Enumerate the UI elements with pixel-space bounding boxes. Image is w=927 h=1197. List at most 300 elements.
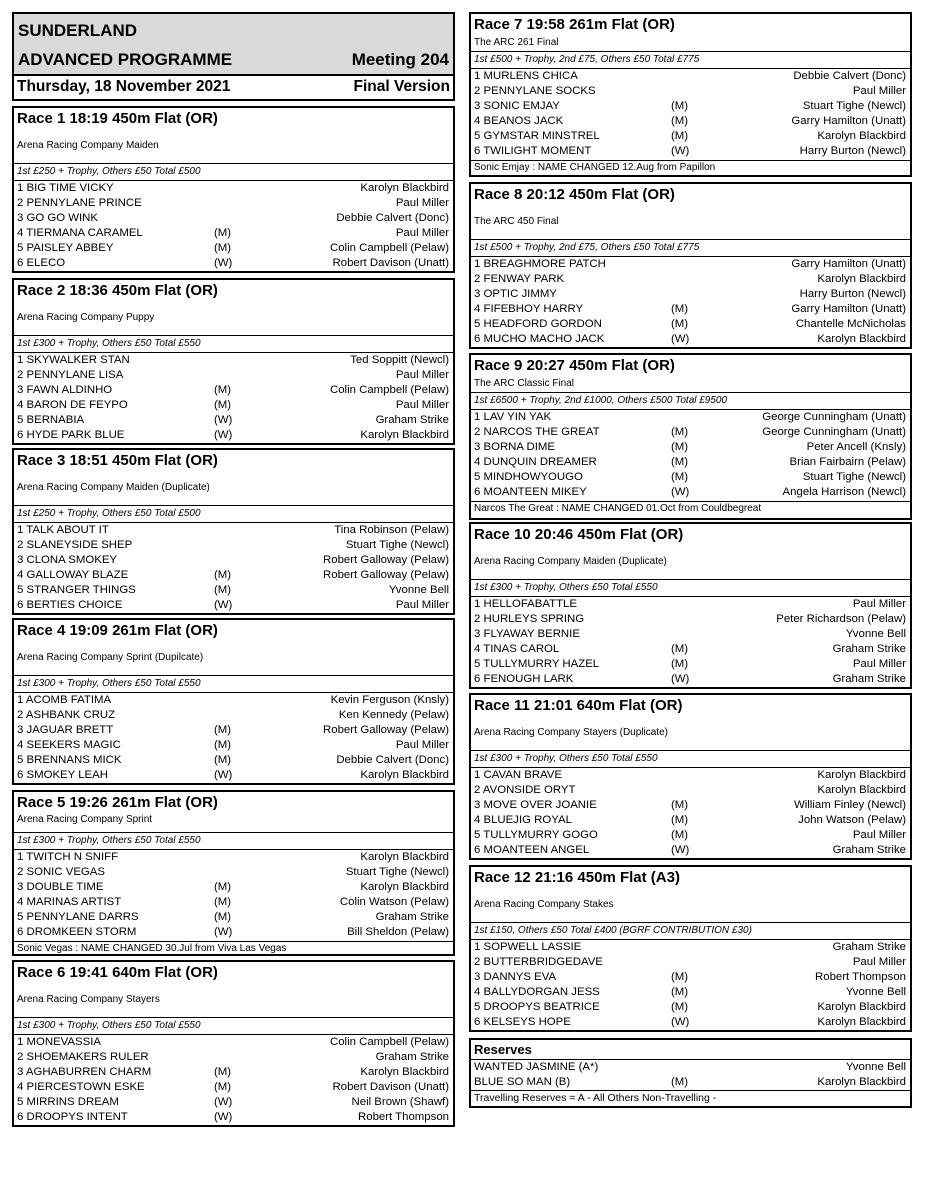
race-header (14, 792, 453, 833)
runner-trainer: Colin Campbell (Pelaw) (329, 1036, 449, 1048)
runner-name: 5 MINDHOWYOUGO (474, 471, 583, 484)
race-sponsor: Arena Racing Company Stakes (474, 899, 614, 910)
runner-trainer: Stuart Tighe (Newcl) (345, 866, 449, 879)
runner-name: 1 MONEVASSIA (17, 1036, 101, 1048)
runner-trainer: Graham Strike (832, 941, 906, 953)
runner-row (471, 287, 910, 302)
runner-sex: (M) (671, 799, 689, 812)
runner-trainer: Robert Davison (Unatt) (332, 1081, 449, 1094)
race-card (12, 106, 455, 273)
race-note: Sonic Emjay : NAME CHANGED 12.Aug from Papillon (471, 160, 910, 176)
runner-name: 5 STRANGER THINGS (17, 584, 136, 597)
race-title: Race 7 19:58 261m Flat (OR) (474, 16, 675, 33)
runner-row (14, 368, 453, 383)
race-title: Race 11 21:01 640m Flat (OR) (474, 697, 683, 714)
runner-trainer: Paul Miller (395, 739, 449, 752)
race-sponsor: Arena Racing Company Stayers (17, 994, 160, 1005)
race-header (471, 695, 910, 751)
runner-trainer: Garry Hamilton (Unatt) (791, 258, 906, 270)
runner-row (14, 925, 453, 940)
runner-trainer: Peter Ancell (Knsly) (806, 441, 906, 454)
runner-name: 1 SKYWALKER STAN (17, 354, 130, 366)
runner-name: 3 JAGUAR BRETT (17, 724, 114, 737)
runner-row (14, 850, 453, 865)
runner-trainer: Colin Campbell (Pelaw) (329, 242, 449, 255)
runner-name: 5 DROOPYS BEATRICE (474, 1001, 600, 1014)
runner-name: 1 BREAGHMORE PATCH (474, 258, 606, 270)
runner-row (471, 425, 910, 440)
runner-row (14, 413, 453, 428)
runner-name: 4 SEEKERS MAGIC (17, 739, 121, 752)
runner-name: 1 ACOMB FATIMA (17, 694, 112, 706)
runner-row (14, 538, 453, 553)
runner-sex: (M) (671, 456, 689, 469)
runner-name: 1 HELLOFABATTLE (474, 598, 577, 610)
race-sponsor: Arena Racing Company Puppy (17, 312, 155, 323)
runner-row (471, 970, 910, 985)
runner-sex: (M) (671, 814, 689, 827)
runner-sex: (M) (214, 399, 232, 412)
runner-trainer: Brian Fairbairn (Pelaw) (789, 456, 906, 469)
race-card (469, 12, 912, 177)
runner-name: 4 BEANOS JACK (474, 115, 564, 128)
race-header (14, 450, 453, 506)
runner-list (471, 257, 910, 348)
runner-row (471, 768, 910, 783)
runner-name: 6 MOANTEEN MIKEY (474, 486, 587, 499)
runner-sex: (M) (214, 384, 232, 397)
runner-list (471, 768, 910, 859)
runner-trainer: Ken Kennedy (Pelaw) (338, 709, 449, 722)
runner-row (14, 1035, 453, 1050)
runner-sex: (M) (671, 643, 689, 656)
runner-sex: (M) (214, 1066, 232, 1079)
runner-row (471, 955, 910, 970)
runner-trainer: Kevin Ferguson (Knsly) (330, 694, 449, 706)
runner-sex: (M) (214, 881, 232, 894)
runner-trainer: Peter Richardson (Pelaw) (776, 613, 906, 626)
runner-trainer: Tina Robinson (Pelaw) (334, 524, 449, 536)
runner-name: 5 MIRRINS DREAM (17, 1096, 119, 1109)
runner-row (14, 753, 453, 768)
runner-trainer: Colin Watson (Pelaw) (339, 896, 449, 909)
runner-name: 5 BRENNANS MICK (17, 754, 122, 767)
runner-sex: (M) (671, 986, 689, 999)
runner-trainer: Chantelle McNicholas (795, 318, 906, 331)
runner-name: 3 SONIC EMJAY (474, 100, 560, 113)
version-label: Final Version (353, 78, 450, 95)
runner-row (14, 1050, 453, 1065)
race-header (14, 962, 453, 1018)
runner-name: 2 NARCOS THE GREAT (474, 426, 600, 439)
runner-name: 3 OPTIC JIMMY (474, 288, 557, 301)
runner-list (14, 850, 453, 941)
runner-trainer: Robert Galloway (Pelaw) (323, 724, 449, 737)
runner-trainer: George Cunningham (Unatt) (762, 426, 906, 439)
runner-name: 6 FENOUGH LARK (474, 673, 574, 686)
runner-name: 5 TULLYMURRY HAZEL (474, 658, 600, 671)
runner-name: 3 MOVE OVER JOANIE (474, 799, 597, 812)
runner-name: 1 TALK ABOUT IT (17, 524, 109, 536)
runner-row (471, 317, 910, 332)
race-sponsor: Arena Racing Company Maiden (Duplicate) (17, 482, 210, 493)
runner-trainer: Paul Miller (395, 227, 449, 240)
runner-row (14, 693, 453, 708)
runner-trainer: Graham Strike (375, 1051, 449, 1064)
runner-row (471, 440, 910, 455)
runner-name: 6 DROMKEEN STORM (17, 926, 137, 939)
race-title: Race 8 20:12 450m Flat (OR) (474, 186, 675, 203)
race-title: Race 2 18:36 450m Flat (OR) (17, 282, 218, 299)
runner-sex: (M) (214, 227, 232, 240)
runner-row (14, 1110, 453, 1125)
runner-sex: (M) (214, 569, 232, 582)
race-sponsor: Arena Racing Company Stayers (Duplicate) (474, 727, 668, 738)
runner-row (14, 568, 453, 583)
runner-sex: (W) (214, 599, 233, 612)
runner-trainer: Yvonne Bell (845, 628, 906, 641)
reserve-row (471, 1060, 910, 1075)
runner-row (471, 302, 910, 317)
runner-row (14, 910, 453, 925)
runner-trainer: George Cunningham (Unatt) (762, 411, 906, 423)
runner-name: 5 BERNABIA (17, 414, 85, 427)
runner-row (14, 353, 453, 368)
race-card (469, 693, 912, 860)
runner-name: 1 MURLENS CHICA (474, 70, 578, 82)
runner-name: 5 HEADFORD GORDON (474, 318, 602, 331)
reserve-trainer: Yvonne Bell (845, 1061, 906, 1073)
runner-name: 1 TWITCH N SNIFF (17, 851, 119, 863)
runner-trainer: Graham Strike (375, 911, 449, 924)
race-prize: 1st £6500 + Trophy, 2nd £1000, Others £500 Total £9500 (471, 393, 910, 410)
race-header (14, 108, 453, 164)
runner-row (471, 783, 910, 798)
runner-trainer: Stuart Tighe (Newcl) (802, 100, 906, 113)
runner-sex: (M) (671, 130, 689, 143)
meeting-number: Meeting 204 (351, 50, 449, 69)
runner-row (471, 597, 910, 612)
runner-row (14, 723, 453, 738)
runner-sex: (M) (214, 242, 232, 255)
runner-name: 2 ASHBANK CRUZ (17, 709, 116, 722)
runner-trainer: Karolyn Blackbird (817, 1001, 906, 1014)
runner-list (471, 597, 910, 688)
runner-row (471, 144, 910, 159)
runner-row (471, 129, 910, 144)
race-title: Race 6 19:41 640m Flat (OR) (17, 964, 218, 981)
runner-sex: (W) (214, 414, 233, 427)
runner-row (471, 813, 910, 828)
runner-name: 4 DUNQUIN DREAMER (474, 456, 597, 469)
runner-trainer: Karolyn Blackbird (817, 784, 906, 797)
runner-name: 6 HYDE PARK BLUE (17, 429, 125, 442)
runner-row (14, 768, 453, 783)
runner-sex: (W) (671, 486, 690, 499)
race-title: Race 1 18:19 450m Flat (OR) (17, 110, 218, 127)
runner-name: 5 PENNYLANE DARRS (17, 911, 139, 924)
runner-trainer: Angela Harrison (Newcl) (782, 486, 906, 499)
race-sponsor: Arena Racing Company Maiden (17, 140, 159, 151)
runner-row (471, 257, 910, 272)
race-card (469, 182, 912, 349)
runner-sex: (W) (214, 257, 233, 270)
runner-name: 2 AVONSIDE ORYT (474, 784, 576, 797)
runner-row (14, 211, 453, 226)
race-card (12, 790, 455, 956)
race-prize: 1st £300 + Trophy, Others £50 Total £550 (471, 580, 910, 597)
runner-row (471, 99, 910, 114)
race-card (469, 522, 912, 689)
runner-trainer: Colin Campbell (Pelaw) (329, 384, 449, 397)
runner-name: 3 GO GO WINK (17, 212, 99, 225)
race-card (469, 353, 912, 520)
runner-list (14, 181, 453, 272)
race-prize: 1st £300 + Trophy, Others £50 Total £550 (14, 676, 453, 693)
runner-name: 3 CLONA SMOKEY (17, 554, 118, 567)
runner-row (471, 272, 910, 287)
race-prize: 1st £500 + Trophy, 2nd £75, Others £50 Total £775 (471, 52, 910, 69)
runner-trainer: Ted Soppitt (Newcl) (350, 354, 449, 366)
runner-trainer: Karolyn Blackbird (360, 881, 449, 894)
race-prize: 1st £150, Others £50 Total £400 (BGRF CONTRIBUTION £30) (471, 923, 910, 940)
runner-row (471, 798, 910, 813)
race-note: Narcos The Great : NAME CHANGED 01.Oct from Couldbegreat (471, 501, 910, 517)
runner-name: 2 SLANEYSIDE SHEP (17, 539, 133, 552)
runner-row (14, 895, 453, 910)
runner-row (14, 428, 453, 443)
runner-row (14, 1095, 453, 1110)
runner-name: 4 PIERCESTOWN ESKE (17, 1081, 145, 1094)
runner-name: 6 SMOKEY LEAH (17, 769, 108, 782)
runner-name: 4 FIFEBHOY HARRY (474, 303, 584, 316)
runner-sex: (W) (671, 844, 690, 857)
runner-row (471, 1000, 910, 1015)
runner-trainer: William Finley (Newcl) (793, 799, 906, 812)
runner-sex: (M) (671, 426, 689, 439)
runner-row (14, 226, 453, 241)
runner-sex: (M) (671, 441, 689, 454)
runner-trainer: Paul Miller (852, 956, 906, 969)
runner-trainer: Paul Miller (395, 197, 449, 210)
runner-name: 2 PENNYLANE LISA (17, 369, 124, 382)
runner-trainer: Robert Galloway (Pelaw) (323, 554, 449, 567)
runner-name: 4 TINAS CAROL (474, 643, 560, 656)
runner-row (471, 627, 910, 642)
runner-row (471, 470, 910, 485)
runner-name: 6 DROOPYS INTENT (17, 1111, 128, 1124)
runner-row (471, 657, 910, 672)
race-prize: 1st £250 + Trophy, Others £50 Total £500 (14, 506, 453, 523)
runner-trainer: Karolyn Blackbird (817, 130, 906, 143)
race-prize: 1st £300 + Trophy, Others £50 Total £550 (471, 751, 910, 768)
runner-trainer: Garry Hamilton (Unatt) (791, 303, 906, 316)
runner-trainer: Karolyn Blackbird (360, 851, 449, 863)
runner-row (471, 455, 910, 470)
runner-sex: (W) (214, 429, 233, 442)
race-title: Race 3 18:51 450m Flat (OR) (17, 452, 218, 469)
race-prize: 1st £250 + Trophy, Others £50 Total £500 (14, 164, 453, 181)
runner-name: 2 HURLEYS SPRING (474, 613, 585, 626)
runner-row (14, 241, 453, 256)
runner-name: 2 BUTTERBRIDGEDAVE (474, 956, 603, 969)
reserve-row (471, 1075, 910, 1090)
runner-sex: (W) (671, 673, 690, 686)
runner-sex: (M) (671, 303, 689, 316)
runner-name: 4 GALLOWAY BLAZE (17, 569, 129, 582)
race-header (14, 620, 453, 676)
runner-row (14, 583, 453, 598)
runner-trainer: Karolyn Blackbird (360, 182, 449, 194)
runner-row (14, 196, 453, 211)
runner-sex: (M) (671, 471, 689, 484)
runner-trainer: Harry Burton (Newcl) (799, 288, 906, 301)
runner-sex: (M) (671, 1001, 689, 1014)
runner-sex: (W) (214, 1096, 233, 1109)
runner-list (14, 523, 453, 614)
runner-list (14, 353, 453, 444)
race-header (471, 355, 910, 393)
runner-list (471, 940, 910, 1031)
runner-trainer: Paul Miller (852, 598, 906, 610)
meeting-date: Thursday, 18 November 2021 (17, 78, 231, 95)
runner-name: 6 KELSEYS HOPE (474, 1016, 571, 1029)
race-header (471, 524, 910, 580)
runner-trainer: Stuart Tighe (Newcl) (345, 539, 449, 552)
runner-sex: (M) (214, 754, 232, 767)
runner-trainer: Debbie Calvert (Donc) (793, 70, 906, 82)
runner-row (14, 708, 453, 723)
runner-row (14, 383, 453, 398)
runner-sex: (M) (214, 584, 232, 597)
runner-trainer: Graham Strike (832, 673, 906, 686)
runner-trainer: Robert Davison (Unatt) (332, 257, 449, 270)
runner-row (471, 985, 910, 1000)
runner-row (471, 843, 910, 858)
runner-row (471, 485, 910, 500)
runner-trainer: Graham Strike (375, 414, 449, 427)
runner-trainer: Robert Thompson (815, 971, 906, 984)
runner-name: 2 PENNYLANE PRINCE (17, 197, 142, 210)
runner-trainer: Karolyn Blackbird (360, 769, 449, 782)
runner-name: 4 BARON DE FEYPO (17, 399, 128, 412)
runner-row (14, 738, 453, 753)
runner-row (471, 940, 910, 955)
runner-sex: (W) (214, 926, 233, 939)
runner-row (14, 181, 453, 196)
race-header (471, 184, 910, 240)
runner-sex: (M) (671, 318, 689, 331)
reserves-note: Travelling Reserves = A - All Others Non-Travelling - (471, 1090, 910, 1106)
race-sponsor: The ARC Classic Final (474, 378, 575, 389)
runner-trainer: Karolyn Blackbird (817, 333, 906, 346)
runner-trainer: Paul Miller (395, 399, 449, 412)
date-bar (12, 76, 455, 101)
race-sponsor: The ARC 450 Final (474, 216, 559, 227)
runner-row (14, 1065, 453, 1080)
runner-row (471, 69, 910, 84)
runner-sex: (W) (671, 333, 690, 346)
race-sponsor: Arena Racing Company Sprint (17, 814, 153, 825)
race-card (12, 618, 455, 785)
runner-trainer: Robert Galloway (Pelaw) (323, 569, 449, 582)
runner-row (14, 865, 453, 880)
race-card (12, 278, 455, 445)
runner-sex: (M) (671, 658, 689, 671)
runner-name: 3 BORNA DIME (474, 441, 556, 454)
race-header (471, 867, 910, 923)
runner-name: 6 MUCHO MACHO JACK (474, 333, 605, 346)
race-prize: 1st £300 + Trophy, Others £50 Total £550 (14, 1018, 453, 1035)
runner-sex: (W) (214, 1111, 233, 1124)
runner-name: 1 SOPWELL LASSIE (474, 941, 582, 953)
runner-row (14, 880, 453, 895)
runner-list (471, 69, 910, 160)
runner-name: 6 ELECO (17, 257, 66, 270)
runner-name: 4 BLUEJIG ROYAL (474, 814, 572, 827)
runner-trainer: Karolyn Blackbird (360, 429, 449, 442)
runner-trainer: Karolyn Blackbird (817, 1016, 906, 1029)
runner-name: 1 CAVAN BRAVE (474, 769, 562, 781)
runner-sex: (M) (214, 739, 232, 752)
runner-name: 5 PAISLEY ABBEY (17, 242, 114, 255)
race-title: Race 4 19:09 261m Flat (OR) (17, 622, 218, 639)
race-card (12, 960, 455, 1127)
programme-title: ADVANCED PROGRAMME (18, 50, 233, 69)
runner-name: 3 FAWN ALDINHO (17, 384, 113, 397)
runner-trainer: Karolyn Blackbird (817, 273, 906, 286)
runner-row (471, 410, 910, 425)
race-title: Race 12 21:16 450m Flat (A3) (474, 869, 680, 886)
runner-name: 4 MARINAS ARTIST (17, 896, 122, 909)
runner-trainer: Harry Burton (Newcl) (799, 145, 906, 158)
runner-trainer: Karolyn Blackbird (817, 769, 906, 781)
runner-sex: (M) (671, 829, 689, 842)
track-name: SUNDERLAND (18, 21, 137, 40)
runner-trainer: Paul Miller (852, 85, 906, 98)
runner-trainer: Debbie Calvert (Donc) (336, 754, 449, 767)
runner-row (471, 612, 910, 627)
runner-list (14, 1035, 453, 1126)
runner-name: 2 FENWAY PARK (474, 273, 565, 286)
runner-row (471, 828, 910, 843)
runner-name: 3 AGHABURREN CHARM (17, 1066, 152, 1079)
race-prize: 1st £300 + Trophy, Others £50 Total £550 (14, 833, 453, 850)
runner-name: 6 TWILIGHT MOMENT (474, 145, 592, 158)
runner-sex: (W) (671, 1016, 690, 1029)
race-title: Race 10 20:46 450m Flat (OR) (474, 526, 684, 543)
runner-trainer: John Watson (Pelaw) (798, 814, 906, 827)
runner-trainer: Robert Thompson (358, 1111, 449, 1124)
race-title: Race 5 19:26 261m Flat (OR) (17, 794, 218, 811)
reserve-name: BLUE SO MAN (B) (474, 1076, 571, 1089)
runner-list (471, 410, 910, 501)
runner-trainer: Garry Hamilton (Unatt) (791, 115, 906, 128)
race-note: Sonic Vegas : NAME CHANGED 30.Jul from Viva Las Vegas (14, 941, 453, 957)
runner-name: 2 PENNYLANE SOCKS (474, 85, 596, 98)
runner-name: 3 DOUBLE TIME (17, 881, 104, 894)
reserve-trainer: Karolyn Blackbird (817, 1076, 906, 1089)
runner-row (471, 1015, 910, 1030)
runner-name: 2 SHOEMAKERS RULER (17, 1051, 149, 1064)
runner-name: 4 BALLYDORGAN JESS (474, 986, 600, 999)
runner-trainer: Paul Miller (395, 369, 449, 382)
runner-trainer: Debbie Calvert (Donc) (336, 212, 449, 225)
race-title: Race 9 20:27 450m Flat (OR) (474, 357, 675, 374)
runner-row (14, 1080, 453, 1095)
runner-sex: (M) (671, 971, 689, 984)
runner-trainer: Neil Brown (Shawf) (351, 1096, 449, 1109)
